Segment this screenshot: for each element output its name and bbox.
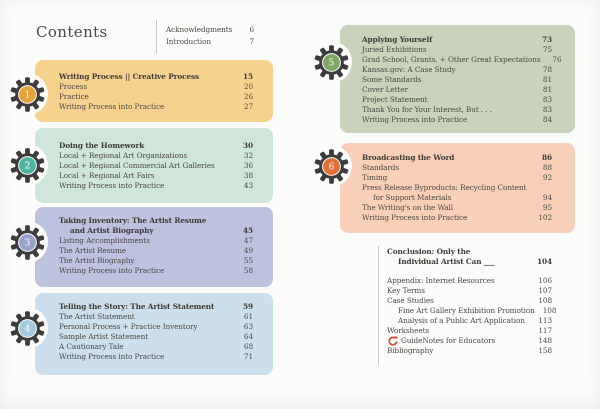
toc-entry: Grad School, Grants, + Other Great Expectations 76 <box>362 55 562 64</box>
page-number: 47 <box>243 236 253 245</box>
section-box-5 <box>340 25 575 133</box>
toc-entry: Cover Letter 81 <box>362 85 552 94</box>
page-number: 86 <box>542 153 552 162</box>
toc-entry: Practice 26 <box>59 92 253 101</box>
toc-entry: The Artist Resume 49 <box>59 246 253 255</box>
section-number: 6 <box>328 162 335 173</box>
page-number: 63 <box>243 322 253 331</box>
page-number: 38 <box>243 171 253 180</box>
section-title-row <box>362 35 552 45</box>
page-number: 59 <box>243 302 253 311</box>
toc-entry: Local + Regional Commercial Art Galleries 36 <box>59 161 253 170</box>
page-number: 15 <box>243 72 253 81</box>
toc-entry <box>362 183 552 203</box>
toc-entry: Juried Exhibitions 75 <box>362 45 552 54</box>
toc-entry: Writing Process into Practice 43 <box>59 181 253 190</box>
page-number: 83 <box>542 105 552 114</box>
page-number: 92 <box>542 173 552 182</box>
toc-entry <box>387 336 552 346</box>
section-title-row <box>59 216 253 236</box>
toc-entry: Local + Regional Art Organizations 32 <box>59 151 253 160</box>
page-number: 104 <box>537 257 552 266</box>
section-title-row <box>59 141 253 151</box>
section-title-row <box>362 153 552 163</box>
conclusion-title: Conclusion: Only the Individual Artist Can ___ <box>387 247 495 266</box>
toc-entry: Worksheets 117 <box>387 326 552 335</box>
page-number: 75 <box>542 45 552 54</box>
page-number: 108 <box>542 306 557 315</box>
toc-entry: Case Studies 108 <box>387 296 552 305</box>
page-number: 30 <box>243 141 253 150</box>
section-title: Telling the Story: The Artist Statement <box>59 302 215 311</box>
page-number: 84 <box>542 115 552 124</box>
section-box-3 <box>35 207 273 287</box>
section-title: Doing the Homework <box>59 141 145 150</box>
page-number: 45 <box>243 226 253 235</box>
section-box-6 <box>340 143 575 233</box>
toc-entry: Analysis of a Public Art Application 113 <box>398 316 552 325</box>
toc-entry: Personal Process + Practice Inventory 63 <box>59 322 253 331</box>
page-number: 68 <box>243 342 253 351</box>
toc-entry: Writing Process into Practice 27 <box>59 102 253 111</box>
page-number: 94 <box>542 193 552 202</box>
page-number: 117 <box>538 326 552 335</box>
page-number: 88 <box>542 163 552 172</box>
toc-entry: Key Terms 107 <box>387 286 552 295</box>
entry-label: Introduction <box>166 37 212 46</box>
page-number: 55 <box>243 256 253 265</box>
page-number: 43 <box>243 181 253 190</box>
toc-entry: The Artist Statement 61 <box>59 312 253 321</box>
section-number: 3 <box>24 238 31 249</box>
section-number: 5 <box>328 58 335 69</box>
toc-entry: Local + Regional Art Fairs 38 <box>59 171 253 180</box>
toc-entry: Writing Process into Practice 71 <box>59 352 253 361</box>
gear-icon-6 <box>314 149 349 184</box>
page-number: 95 <box>542 203 552 212</box>
page-number: 106 <box>538 276 552 285</box>
toc-entry: Timing 92 <box>362 173 552 182</box>
section-title: Applying Yourself <box>362 35 433 44</box>
page-number: 7 <box>249 37 254 46</box>
page-number: 83 <box>542 95 552 104</box>
page-number: 81 <box>542 75 552 84</box>
toc-entry <box>166 36 254 48</box>
front-matter-list <box>166 24 254 48</box>
toc-entry: A Cautionary Tale 68 <box>59 342 253 351</box>
toc-entry: The Writing's on the Wall 95 <box>362 203 552 212</box>
page-number: 58 <box>243 266 253 275</box>
toc-entry: Sample Artist Statement 64 <box>59 332 253 341</box>
back-matter-list <box>387 247 557 356</box>
gear-icon-2 <box>10 148 45 183</box>
section-box-1 <box>35 60 273 122</box>
page-number: 102 <box>538 213 552 222</box>
section-number: 4 <box>24 324 31 335</box>
toc-entry: Bibliography 158 <box>387 346 552 355</box>
page-number: 26 <box>243 92 253 101</box>
section-number: 1 <box>24 90 31 101</box>
back-matter-rule <box>378 246 379 365</box>
page-number: 148 <box>538 336 552 345</box>
page-number: 71 <box>243 352 253 361</box>
page-number: 113 <box>538 316 552 325</box>
toc-entry: Writing Process into Practice 84 <box>362 115 552 124</box>
toc-entry: Appendix: Internet Resources 106 <box>387 276 552 285</box>
entry-label: Acknowledgments <box>166 25 233 34</box>
section-box-4 <box>35 293 273 375</box>
toc-entry: Fine Art Gallery Exhibition Promotion 108 <box>398 306 557 315</box>
section-title: Writing Process || Creative Process <box>59 72 200 81</box>
toc-entry: Listing Accomplishments 47 <box>59 236 253 245</box>
page-number: 49 <box>243 246 253 255</box>
page-number: 20 <box>243 82 253 91</box>
page-number: 158 <box>538 346 552 355</box>
section-number: 2 <box>24 161 31 172</box>
page-number: 32 <box>243 151 253 160</box>
page-number: 78 <box>542 65 552 74</box>
circular-arrow-icon <box>388 336 398 346</box>
page-number: 108 <box>538 296 552 305</box>
gear-icon-3 <box>10 225 45 260</box>
page-number: 81 <box>542 85 552 94</box>
entry-label: Press Release Byproducts: Recycling Content for Support Materials <box>362 183 527 202</box>
toc-entry: Some Standards 81 <box>362 75 552 84</box>
gear-icon-1 <box>10 77 45 112</box>
toc-entry <box>166 24 254 36</box>
toc-entry: Standards 88 <box>362 163 552 172</box>
entry-label: GuideNotes for Educators <box>387 336 495 346</box>
toc-entry: Thank You for Your Interest, But . . . 83 <box>362 105 552 114</box>
page-number: 36 <box>243 161 253 170</box>
toc-entry: Writing Process into Practice 102 <box>362 213 552 222</box>
page-title: Contents <box>36 23 108 41</box>
page-number: 76 <box>552 55 562 64</box>
conclusion-title-row <box>387 247 552 267</box>
page-number: 27 <box>243 102 253 111</box>
page-number: 107 <box>538 286 552 295</box>
section-title-row <box>59 302 253 312</box>
header-divider <box>156 20 157 53</box>
toc-entry: Kansas.gov: A Case Study 78 <box>362 65 552 74</box>
page-number: 61 <box>243 312 253 321</box>
toc-entry: Process 20 <box>59 82 253 91</box>
section-title: Broadcasting the Word <box>362 153 455 162</box>
gear-icon-5 <box>314 45 349 80</box>
toc-entry: The Artist Biography 55 <box>59 256 253 265</box>
section-title: Taking Inventory: The Artist Resume and Artist Biography <box>59 216 207 235</box>
toc-entry: Project Statement 83 <box>362 95 552 104</box>
page-number: 6 <box>249 25 254 34</box>
page-number: 64 <box>243 332 253 341</box>
section-box-2 <box>35 128 273 203</box>
toc-entry: Writing Process into Practice 58 <box>59 266 253 275</box>
page-number: 73 <box>542 35 552 44</box>
section-title-row <box>59 72 253 82</box>
gear-icon-4 <box>10 311 45 346</box>
